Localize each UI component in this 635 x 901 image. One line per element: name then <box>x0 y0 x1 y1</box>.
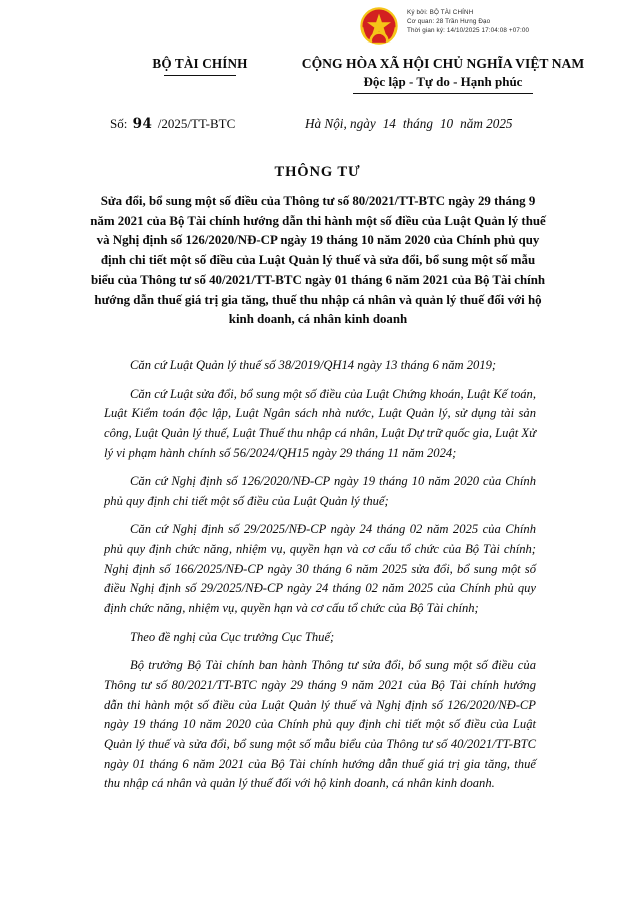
issuing-ministry-block <box>104 56 296 76</box>
ministry-underline <box>164 75 236 76</box>
month-label: tháng <box>402 116 433 131</box>
body-paragraph: Theo đề nghị của Cục trưởng Cục Thuế; <box>130 629 335 644</box>
signature-signed-by: Ký bởi: BỘ TÀI CHÍNH <box>407 9 474 16</box>
document-meta-row <box>0 116 635 138</box>
issue-year: 2025 <box>486 116 513 131</box>
issue-place: Hà Nội, ngày <box>305 116 376 131</box>
motto-underline <box>353 93 533 94</box>
document-title: Sửa đổi, bổ sung một số điều của Thông tư số 80/2021/TT-BTC ngày 29 tháng 9 năm 2021 của Bộ Tài chính hướng dẫn thi hành một số điều của Luật Quản lý thuế và Nghị định số 126/2020/NĐ-CP ngày 19 tháng 10 năm 2020 của Chính phủ quy định chi tiết một số điều của Luật Quản lý thuế và sửa đổi, bổ sung một số mẫu biểu của Thông tư số 40/2021/TT-BTC ngày 01 tháng 6 năm 2021 của Bộ Tài chính hướng dẫn thuế giá trị gia tăng, thuế thu nhập cá nhân và quản lý thuế đối với hộ kinh doanh, cá nhân kinh doanh <box>90 194 546 327</box>
body-paragraph: Bộ trưởng Bộ Tài chính ban hành Thông tư sửa đổi, bổ sung một số điều của Thông tư số 80/2021/TT-BTC ngày 29 tháng 9 năm 2021 của Bộ Tài chính hướng dẫn thi hành một số điều của Luật Quản lý thuế và Nghị định số 126/2020/NĐ-CP ngày 19 tháng 10 năm 2020 của Chính phủ quy định chi tiết một số điều của Luật Quản lý thuế và sửa đổi, bổ sung một số mẫu biểu của Thông tư số 40/2021/TT-BTC ngày 01 tháng 6 năm 2021 của Bộ Tài chính hướng dẫn thuế giá trị gia tăng, thuế thu nhập cá nhân và quản lý thuế đối với hộ kinh doanh, cá nhân kinh doanh. <box>104 658 536 791</box>
document-type-heading: THÔNG TƯ <box>274 164 361 180</box>
vietnam-national-emblem-icon <box>357 4 401 48</box>
body-paragraph: Căn cứ Luật sửa đổi, bổ sung một số điều của Luật Chứng khoán, Luật Kế toán, Luật Kiểm toán độc lập, Luật Ngân sách nhà nước, Luật Quản lý, sử dụng tài sản công, Luật Quản lý thuế, Luật Thuế thu nhập cá nhân, Luật Dự trữ quốc gia, Luật Xử lý vi phạm hành chính số 56/2024/QH15 ngày 29 tháng 11 năm 2024; <box>104 386 536 460</box>
document-number-prefix: Số: <box>110 116 128 131</box>
year-label: năm <box>460 116 483 131</box>
signature-timestamp: Thời gian ký: 14/10/2025 17:04:08 +07:00 <box>407 26 530 34</box>
body-paragraph: Căn cứ Nghị định số 29/2025/NĐ-CP ngày 24 tháng 02 năm 2025 của Chính phủ quy định chức năng, nhiệm vụ, quyền hạn và cơ cấu tổ chức của Bộ Tài chính; Nghị định số 166/2025/NĐ-CP ngày 30 tháng 6 năm 2025 sửa đổi, bổ sung một số điều Nghị định số 29/2025/NĐ-CP ngày 24 tháng 02 năm 2025 của Chính phủ quy định chức năng, nhiệm vụ, quyền hạn và cơ cấu tổ chức của Bộ Tài chính; <box>104 522 536 616</box>
document-number <box>110 116 235 132</box>
national-motto: Độc lập - Tự do - Hạnh phúc <box>363 74 523 89</box>
issuing-ministry-name: BỘ TÀI CHÍNH <box>152 56 248 71</box>
issue-month: 10 <box>439 116 454 131</box>
place-and-date <box>305 116 513 132</box>
body-paragraph: Căn cứ Nghị định số 126/2020/NĐ-CP ngày 19 tháng 10 năm 2020 của Chính phủ quy định chi tiết một số điều của Luật Quản lý thuế; <box>104 474 536 508</box>
signature-details <box>407 4 529 36</box>
country-name: CỘNG HÒA XÃ HỘI CHỦ NGHĨA VIỆT NAM <box>301 56 585 71</box>
document-header <box>0 56 635 116</box>
document-number-suffix: /2025/TT-BTC <box>157 116 236 131</box>
issue-day: 14 <box>382 116 396 131</box>
digital-signature-stamp <box>357 4 629 48</box>
document-number-value: 94 <box>132 116 153 132</box>
signature-agency: Cơ quan: 28 Trần Hưng Đạo <box>407 17 491 25</box>
national-heading-block <box>278 56 608 94</box>
document-body <box>104 356 536 794</box>
body-paragraph: Căn cứ Luật Quản lý thuế số 38/2019/QH14 ngày 13 tháng 6 năm 2019; <box>130 358 497 372</box>
